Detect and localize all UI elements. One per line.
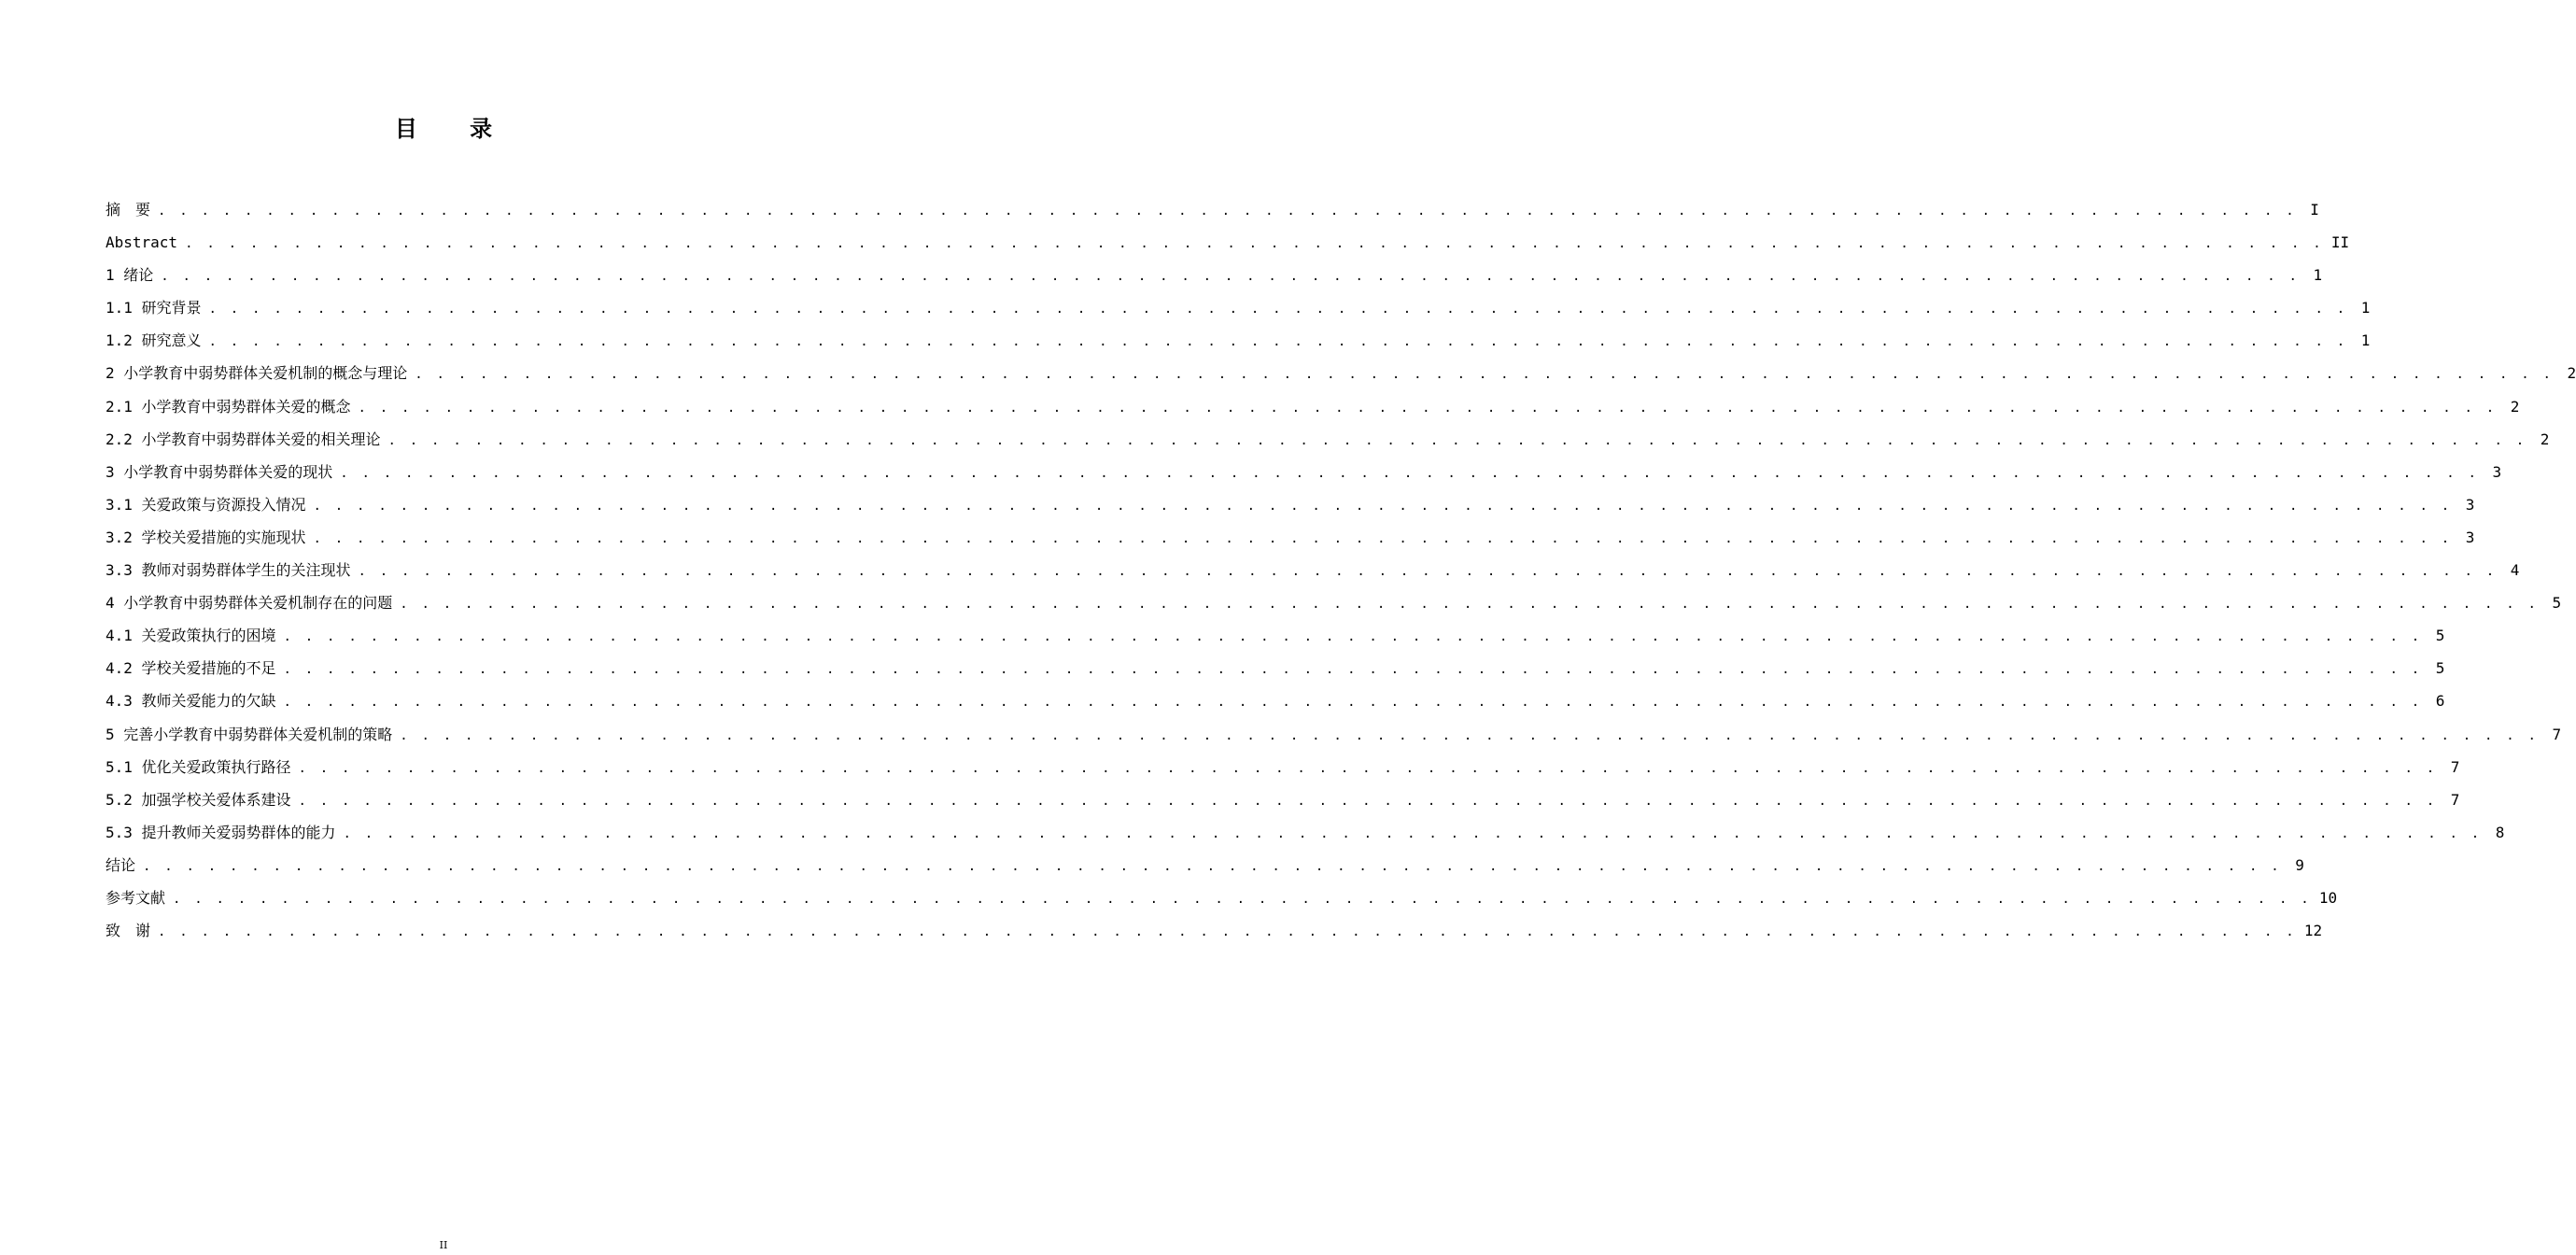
toc-leader-dots: . . . . . . . . . . . . . . . . . . . . . . . . . . . . . . . . . . . . . . . . . . . . . . . . . . . . . . . . . . . . . . . . . . . . . . . . . . . . . . . . . . . . . . . . . . . . . . . . . . . — [400, 727, 2540, 743]
toc-entry[interactable] — [106, 816, 2505, 849]
toc-entry-label: 3.2 学校关爱措施的实施现状 — [106, 528, 306, 546]
toc-entry-label: 4 小学教育中弱势群体关爱机制存在的问题 — [106, 594, 393, 613]
toc-entry-page: 3 — [2465, 528, 2475, 546]
toc-entry-page: II — [2330, 233, 2350, 252]
toc-entry-label: 1.1 研究背景 — [106, 299, 202, 317]
toc-entry-page: 5 — [2435, 627, 2445, 645]
toc-leader-dots: . . . . . . . . . . . . . . . . . . . . . . . . . . . . . . . . . . . . . . . . . . . . . . . . . . . . . . . . . . . . . . . . . . . . . . . . . . . . . . . . . . . . . . . . . . . . . . . . . . . — [283, 662, 2423, 678]
toc-entry-label: 1 绪论 — [106, 266, 154, 285]
toc-leader-dots: . . . . . . . . . . . . . . . . . . . . . . . . . . . . . . . . . . . . . . . . . . . . . . . . . . . . . . . . . . . . . . . . . . . . . . . . . . . . . . . . . . . . . . . . . . . . . . . . . . . — [358, 564, 2498, 580]
toc-leader-dots: . . . . . . . . . . . . . . . . . . . . . . . . . . . . . . . . . . . . . . . . . . . . . . . . . . . . . . . . . . . . . . . . . . . . . . . . . . . . . . . . . . . . . . . . . . . . . . . . . . . — [283, 629, 2423, 645]
toc-leader-dots: . . . . . . . . . . . . . . . . . . . . . . . . . . . . . . . . . . . . . . . . . . . . . . . . . . . . . . . . . . . . . . . . . . . . . . . . . . . . . . . . . . . . . . . . . . . . . . . . . . . — [158, 924, 2297, 940]
toc-leader-dots: . . . . . . . . . . . . . . . . . . . . . . . . . . . . . . . . . . . . . . . . . . . . . . . . . . . . . . . . . . . . . . . . . . . . . . . . . . . . . . . . . . . . . . . . . . . . . . . . . . . — [313, 530, 2453, 546]
toc-entry-page: 1 — [2360, 299, 2371, 317]
toc-entry-label: 1.2 研究意义 — [106, 331, 202, 350]
toc-entry-label: 5.3 提升教师关爱弱势群体的能力 — [106, 823, 336, 841]
toc-entry[interactable] — [106, 390, 2520, 423]
toc-entry-page: 1 — [2360, 331, 2371, 350]
toc-leader-dots: . . . . . . . . . . . . . . . . . . . . . . . . . . . . . . . . . . . . . . . . . . . . . . . . . . . . . . . . . . . . . . . . . . . . . . . . . . . . . . . . . . . . . . . . . . . . . . . . . . . — [143, 858, 2282, 874]
toc-leader-dots: . . . . . . . . . . . . . . . . . . . . . . . . . . . . . . . . . . . . . . . . . . . . . . . . . . . . . . . . . . . . . . . . . . . . . . . . . . . . . . . . . . . . . . . . . . . . . . . . . . . — [173, 891, 2312, 907]
toc-entry[interactable] — [106, 554, 2520, 586]
toc-entry[interactable] — [106, 423, 2550, 456]
toc-leader-dots: . . . . . . . . . . . . . . . . . . . . . . . . . . . . . . . . . . . . . . . . . . . . . . . . . . . . . . . . . . . . . . . . . . . . . . . . . . . . . . . . . . . . . . . . . . . . . . . . . . . — [208, 302, 2348, 317]
table-of-contents — [106, 193, 2576, 947]
toc-entry-label: 4.2 学校关爱措施的不足 — [106, 659, 276, 678]
toc-entry-label: 3.3 教师对弱势群体学生的关注现状 — [106, 561, 351, 580]
toc-entry[interactable] — [106, 914, 2323, 947]
toc-entry[interactable] — [106, 259, 2323, 291]
toc-leader-dots: . . . . . . . . . . . . . . . . . . . . . . . . . . . . . . . . . . . . . . . . . . . . . . . . . . . . . . . . . . . . . . . . . . . . . . . . . . . . . . . . . . . . . . . . . . . . . . . . . . . — [313, 498, 2453, 514]
toc-entry[interactable] — [106, 488, 2475, 521]
toc-entry[interactable] — [106, 718, 2562, 751]
toc-entry-page: 5 — [2435, 659, 2445, 678]
toc-entry-label: 摘 要 — [106, 201, 151, 219]
toc-entry-label: 4.3 教师关爱能力的欠缺 — [106, 692, 276, 711]
toc-entry[interactable] — [106, 881, 2338, 914]
toc-leader-dots: . . . . . . . . . . . . . . . . . . . . . . . . . . . . . . . . . . . . . . . . . . . . . . . . . . . . . . . . . . . . . . . . . . . . . . . . . . . . . . . . . . . . . . . . . . . . . . . . . . . — [298, 760, 2438, 776]
toc-entry-label: 3.1 关爱政策与资源投入情况 — [106, 495, 306, 514]
toc-entry-page: 8 — [2495, 823, 2505, 841]
toc-leader-dots: . . . . . . . . . . . . . . . . . . . . . . . . . . . . . . . . . . . . . . . . . . . . . . . . . . . . . . . . . . . . . . . . . . . . . . . . . . . . . . . . . . . . . . . . . . . . . . . . . . . — [208, 334, 2348, 350]
toc-entry-label: 致 谢 — [106, 922, 151, 940]
toc-entry-label: 5.2 加强学校关爱体系建设 — [106, 790, 291, 809]
toc-entry-page: 12 — [2303, 922, 2323, 940]
toc-leader-dots: . . . . . . . . . . . . . . . . . . . . . . . . . . . . . . . . . . . . . . . . . . . . . . . . . . . . . . . . . . . . . . . . . . . . . . . . . . . . . . . . . . . . . . . . . . . . . . . . . . . — [343, 825, 2483, 841]
toc-entry-label: 5 完善小学教育中弱势群体关爱机制的策略 — [106, 725, 393, 743]
toc-entry-page: I — [2310, 201, 2319, 219]
toc-entry-label: 参考文献 — [106, 888, 166, 907]
page-title: 目 录 — [394, 116, 515, 142]
toc-leader-dots: . . . . . . . . . . . . . . . . . . . . . . . . . . . . . . . . . . . . . . . . . . . . . . . . . . . . . . . . . . . . . . . . . . . . . . . . . . . . . . . . . . . . . . . . . . . . . . . . . . . — [340, 465, 2480, 481]
toc-entry-page: 5 — [2552, 594, 2562, 613]
footer-page-number: II — [439, 1239, 448, 1251]
toc-entry[interactable] — [106, 783, 2460, 816]
toc-entry-page: 10 — [2318, 888, 2338, 907]
toc-leader-dots: . . . . . . . . . . . . . . . . . . . . . . . . . . . . . . . . . . . . . . . . . . . . . . . . . . . . . . . . . . . . . . . . . . . . . . . . . . . . . . . . . . . . . . . . . . . . . . . . . . . — [298, 793, 2438, 809]
toc-entry[interactable] — [106, 849, 2304, 881]
toc-entry-page: 2 — [2510, 397, 2520, 416]
toc-entry-label: 5.1 优化关爱政策执行路径 — [106, 757, 291, 776]
toc-leader-dots: . . . . . . . . . . . . . . . . . . . . . . . . . . . . . . . . . . . . . . . . . . . . . . . . . . . . . . . . . . . . . . . . . . . . . . . . . . . . . . . . . . . . . . . . . . . . . . . . . . . — [283, 695, 2423, 711]
toc-entry-page: 2 — [2540, 430, 2550, 448]
toc-entry[interactable] — [106, 456, 2502, 488]
toc-leader-dots: . . . . . . . . . . . . . . . . . . . . . . . . . . . . . . . . . . . . . . . . . . . . . . . . . . . . . . . . . . . . . . . . . . . . . . . . . . . . . . . . . . . . . . . . . . . . . . . . . . . — [158, 204, 2297, 219]
toc-leader-dots: . . . . . . . . . . . . . . . . . . . . . . . . . . . . . . . . . . . . . . . . . . . . . . . . . . . . . . . . . . . . . . . . . . . . . . . . . . . . . . . . . . . . . . . . . . . . . . . . . . . — [400, 597, 2540, 613]
toc-entry-label: 3 小学教育中弱势群体关爱的现状 — [106, 462, 333, 481]
toc-leader-dots: . . . . . . . . . . . . . . . . . . . . . . . . . . . . . . . . . . . . . . . . . . . . . . . . . . . . . . . . . . . . . . . . . . . . . . . . . . . . . . . . . . . . . . . . . . . . . . . . . . . — [185, 236, 2324, 252]
toc-entry-page: 6 — [2435, 692, 2445, 711]
toc-leader-dots: . . . . . . . . . . . . . . . . . . . . . . . . . . . . . . . . . . . . . . . . . . . . . . . . . . . . . . . . . . . . . . . . . . . . . . . . . . . . . . . . . . . . . . . . . . . . . . . . . . . — [161, 269, 2301, 285]
toc-entry-page: 1 — [2313, 266, 2323, 285]
toc-entry[interactable] — [106, 291, 2371, 324]
toc-leader-dots: . . . . . . . . . . . . . . . . . . . . . . . . . . . . . . . . . . . . . . . . . . . . . . . . . . . . . . . . . . . . . . . . . . . . . . . . . . . . . . . . . . . . . . . . . . . . . . . . . . . — [358, 400, 2498, 416]
toc-entry-label: 结论 — [106, 855, 136, 874]
toc-entry-label: 2.2 小学教育中弱势群体关爱的相关理论 — [106, 430, 381, 448]
toc-entry-page: 7 — [2552, 725, 2562, 743]
toc-entry-label: Abstract — [106, 233, 178, 252]
toc-entry[interactable] — [106, 193, 2319, 226]
toc-entry-page: 9 — [2295, 855, 2304, 874]
toc-entry-page: 7 — [2450, 790, 2460, 809]
toc-entry-page: 7 — [2450, 757, 2460, 776]
toc-leader-dots: . . . . . . . . . . . . . . . . . . . . . . . . . . . . . . . . . . . . . . . . . . . . . . . . . . . . . . . . . . . . . . . . . . . . . . . . . . . . . . . . . . . . . . . . . . . . . . . . . . . — [415, 367, 2555, 383]
toc-entry-page: 3 — [2492, 462, 2502, 481]
toc-entry[interactable] — [106, 652, 2445, 684]
toc-entry[interactable] — [106, 586, 2562, 619]
toc-entry[interactable] — [106, 226, 2350, 259]
toc-entry-page: 2 — [2567, 364, 2576, 383]
toc-entry[interactable] — [106, 684, 2445, 717]
toc-leader-dots: . . . . . . . . . . . . . . . . . . . . . . . . . . . . . . . . . . . . . . . . . . . . . . . . . . . . . . . . . . . . . . . . . . . . . . . . . . . . . . . . . . . . . . . . . . . . . . . . . . . — [387, 432, 2527, 448]
toc-entry[interactable] — [106, 324, 2371, 357]
toc-entry[interactable] — [106, 521, 2475, 554]
toc-entry-page: 4 — [2510, 561, 2520, 580]
toc-entry-label: 4.1 关爱政策执行的困境 — [106, 627, 276, 645]
toc-entry-label: 2.1 小学教育中弱势群体关爱的概念 — [106, 397, 351, 416]
toc-entry[interactable] — [106, 357, 2576, 389]
toc-entry[interactable] — [106, 751, 2460, 783]
toc-entry[interactable] — [106, 619, 2445, 652]
toc-entry-label: 2 小学教育中弱势群体关爱机制的概念与理论 — [106, 364, 408, 383]
toc-entry-page: 3 — [2465, 495, 2475, 514]
